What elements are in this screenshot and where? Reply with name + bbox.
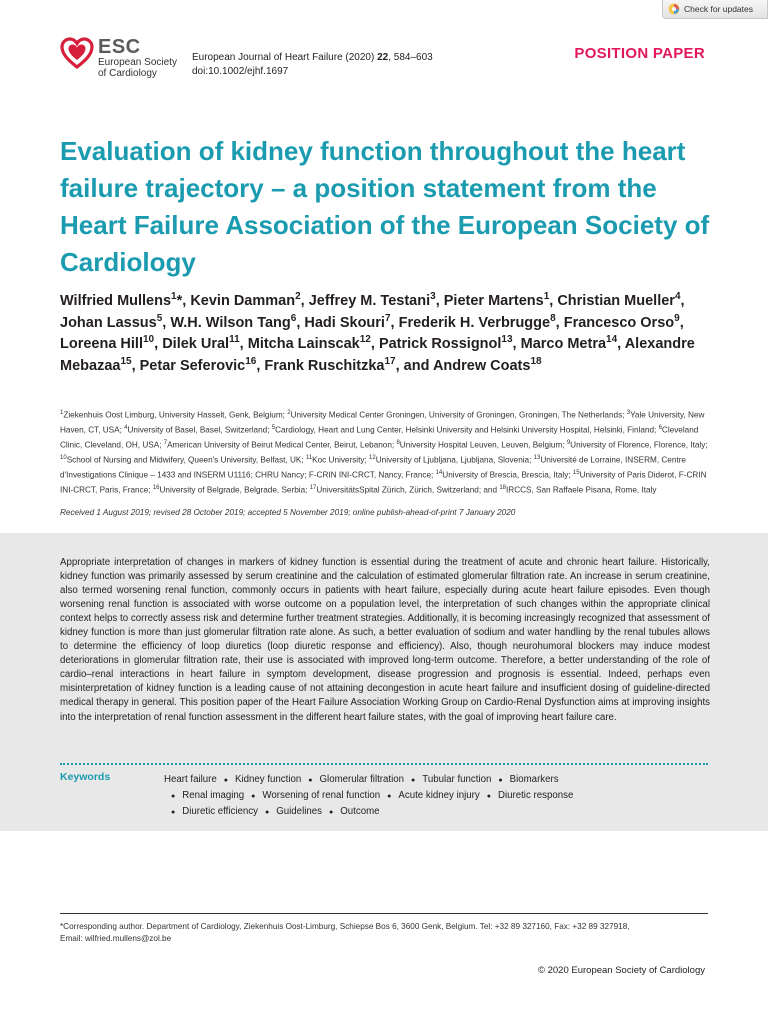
author-affiliation-ref: 17 <box>384 355 396 367</box>
author-affiliation-ref: 15 <box>120 355 132 367</box>
keyword-item: Diuretic efficiency <box>182 806 258 817</box>
affiliation-number: 11 <box>305 454 313 461</box>
author-separator: , <box>154 336 163 352</box>
keyword-bullet: ● <box>308 777 313 784</box>
author-name: Kevin Damman <box>190 293 296 309</box>
affiliation-number: 6 <box>658 424 662 431</box>
author-affiliation-ref: 9 <box>674 312 680 324</box>
keyword-bullet: ● <box>411 777 416 784</box>
author-list <box>60 291 720 377</box>
author-name: Petar Seferovic <box>139 357 246 374</box>
keyword-bullet: ● <box>264 809 270 816</box>
affiliation-text: University of Ljubljana, Ljubljana, Slovenia; <box>375 455 534 465</box>
affiliation-text: IRCCS, San Raffaele Pisana, Rome, Italy <box>506 485 657 495</box>
corresponding-author-text: *Corresponding author. Department of Cardiology, Ziekenhuis Oost-Limburg, Schiepse Bos 6, 3600 Genk, Belgium. Tel: +32 89 327160, Fax: +32 89 327918, <box>60 922 630 931</box>
journal-doi[interactable]: doi:10.1002/ejhf.1697 <box>192 66 289 77</box>
affiliation-number: 1 <box>60 410 64 416</box>
affiliation-number: 10 <box>60 454 67 461</box>
author-separator: *, <box>176 293 191 309</box>
affiliation-text: School of Nursing and Midwifery, Queen's University, Belfast, UK; <box>66 455 306 465</box>
keyword-bullet: ● <box>223 777 229 784</box>
author-name: Johan Lassus <box>60 314 157 331</box>
affiliation-number: 17 <box>309 484 317 491</box>
author-separator: , <box>435 293 444 309</box>
author-name: Frederik H. Verbrugge <box>398 314 551 331</box>
author-separator: , <box>300 293 309 309</box>
author-affiliation-ref: 2 <box>295 291 301 303</box>
author-separator: , <box>679 314 684 331</box>
keyword-bullet: ● <box>498 777 503 784</box>
keyword-bullet: ● <box>486 793 491 800</box>
author-name: Andrew Coats <box>432 357 531 374</box>
keyword-item: Glomerular filtration <box>319 774 405 785</box>
keywords-label: Keywords <box>60 771 111 783</box>
logo-abbreviation: ESC <box>98 36 141 58</box>
author-name: Frank Ruschitzka <box>264 357 385 374</box>
author-name: Loreena Hill <box>60 336 143 352</box>
affiliation-text: University Hospital Leuven, Leuven, Belgium; <box>399 440 567 450</box>
affiliation-text: UniversitätsSpital Zürich, Zürich, Switzerland; and <box>316 485 500 495</box>
author-separator: , <box>617 336 625 352</box>
journal-citation <box>192 51 433 79</box>
keyword-item: Renal imaging <box>182 790 245 801</box>
corresponding-author-note <box>60 921 710 945</box>
esc-logo <box>60 37 177 79</box>
author-name: Marco Metra <box>520 336 607 352</box>
author-separator: , and <box>395 357 433 374</box>
corresponding-author-email[interactable]: Email: wilfried.mullens@zol.be <box>60 934 172 943</box>
keyword-bullet: ● <box>329 809 334 816</box>
affiliation-text: Ziekenhuis Oost Limburg, University Hasselt, Genk, Belgium; <box>63 410 288 420</box>
abstract-text: Appropriate interpretation of changes in markers of kidney function is essential during the treatment of acute and chronic heart failure. Historically, kidney function was primarily assessed by serum creatinine and the calculation of estimated glomerular filtration rate. An increase in serum creatinine, also termed worsening renal function, commonly occurs in patients with heart failure, especially during acute heart failure episodes. Even though worsening renal function is associated with worse outcome on a population level, the interpretation of such changes within the appropriate clinical context helps to correctly assess risk and determine further treatment strategies. Additionally, it is becoming increasingly recognized that assessment of kidney function is more than just glomerular filtration rate alone. As such, a better evaluation of sodium and water handling by the renal tubules allows to determine the efficiency of loop diuretics (loop diuretic response and efficiency). Also, though neurohumoral blockers may induce modest deteriorations in glomerular filtration rate, their use is associated with improved long-term outcome. Therefore, a better understanding of the role of cardio–renal interactions in heart failure in symptom development, disease progression and prognosis is essential. Indeed, perhaps even misinterpretation of kidney function is a leading cause of not attaining decongestion in acute heart failure and insufficient dosing of guideline-directed medical therapy in general. This position paper of the Heart Failure Association Working Group on Cardio-Renal Dysfunction aims at improving insights into the interpretation of renal function assessment in the different heart failure states, with the goal of improving heart failure care. <box>60 557 710 723</box>
keywords-divider <box>60 763 708 765</box>
affiliation-text: University of Brescia, Brescia, Italy; <box>442 470 573 480</box>
affiliation-number: 4 <box>124 424 128 431</box>
article-type: POSITION PAPER <box>574 45 705 62</box>
keyword-item: Diuretic response <box>497 790 574 801</box>
check-for-updates-badge[interactable] <box>662 0 768 19</box>
affiliation-text: American University of Beirut Medical Center, Beirut, Lebanon; <box>167 440 397 450</box>
author-name: Jeffrey M. Testani <box>308 293 431 309</box>
author-affiliation-ref: 16 <box>245 355 257 367</box>
affiliation-number: 15 <box>572 469 580 476</box>
affiliation-number: 5 <box>271 424 276 431</box>
author-separator: , <box>370 336 379 352</box>
author-separator: , <box>555 314 564 331</box>
journal-volume: 22 <box>377 52 389 63</box>
author-separator: , <box>680 293 685 309</box>
author-separator: , <box>131 357 140 374</box>
author-separator: , <box>390 314 399 331</box>
affiliation-text: University of Belgrade, Belgrade, Serbia; <box>159 485 310 495</box>
author-name: Patrick Rossignol <box>378 336 502 352</box>
author-affiliation-ref: 5 <box>156 312 163 324</box>
author-separator: , <box>296 314 305 331</box>
author-name: W.H. Wilson Tang <box>170 314 291 331</box>
affiliation-number: 13 <box>533 454 541 461</box>
author-separator: , <box>162 314 171 331</box>
author-name: Francesco Orso <box>563 314 675 331</box>
keyword-item: Outcome <box>340 806 380 817</box>
affiliation-text: University of Florence, Florence, Italy; <box>570 440 708 450</box>
affiliation-text: Université de Lorraine, INSERM, Centre d'Investigations Clinique – 1433 and INSERM U1116; CHRU Nancy; F-CRIN INI-CRCT, Nancy, France; <box>60 455 686 480</box>
author-affiliation-ref: 6 <box>290 312 297 324</box>
author-name: Hadi Skouri <box>304 314 385 331</box>
journal-name: European Journal of Heart Failure (2020) <box>192 52 375 63</box>
author-affiliation-ref: 18 <box>530 355 542 367</box>
affiliation-text: University Medical Center Groningen, University of Groningen, Groningen, The Netherlands; <box>290 410 627 420</box>
author-affiliation-ref: 12 <box>359 334 371 346</box>
author-affiliation-ref: 1 <box>543 291 550 303</box>
affiliation-number: 7 <box>163 439 168 446</box>
affiliation-number: 3 <box>626 410 631 416</box>
copyright-notice: © 2020 European Society of Cardiology <box>537 965 705 976</box>
footnote-divider <box>60 913 708 914</box>
keyword-item: Biomarkers <box>509 774 559 785</box>
affiliation-number: 16 <box>152 484 160 491</box>
keyword-item: Worsening of renal function <box>262 790 381 801</box>
affiliation-number: 12 <box>369 454 376 461</box>
affiliation-text: University of Basel, Basel, Switzerland; <box>127 425 272 435</box>
keyword-item: Tubular function <box>422 774 492 785</box>
author-name: Pieter Martens <box>443 293 544 309</box>
keyword-item: Guidelines <box>276 806 322 817</box>
keyword-bullet: ● <box>171 809 176 816</box>
affiliation-text: Koc University; <box>312 455 370 465</box>
keyword-item: Acute kidney injury <box>398 790 480 801</box>
author-separator: , <box>512 336 521 352</box>
journal-pages: , 584–603 <box>388 52 433 63</box>
author-separator: , <box>239 336 248 352</box>
author-affiliation-ref: 1 <box>171 291 177 303</box>
author-affiliation-ref: 13 <box>501 334 513 346</box>
author-affiliation-ref: 10 <box>143 334 155 346</box>
author-name: Wilfried Mullens <box>60 293 172 309</box>
keywords-list <box>164 772 684 820</box>
affiliation-text: University of Paris Diderot, F-CRIN INI-CRCT, Paris, France; <box>60 470 707 495</box>
affiliation-number: 9 <box>566 439 571 446</box>
article-title: Evaluation of kidney function throughout the heart failure trajectory – a position statement from the Heart Failure Association of the European Society of Cardiology <box>60 136 710 277</box>
affiliation-number: 18 <box>499 484 506 491</box>
affiliation-text: Yale University, New Haven, CT, USA; <box>60 410 705 435</box>
keyword-bullet: ● <box>387 793 392 800</box>
keyword-bullet: ● <box>171 793 176 800</box>
affiliation-number: 14 <box>435 469 443 476</box>
affiliations <box>60 407 710 497</box>
author-name: Mitcha Lainscak <box>247 336 360 352</box>
keyword-item: Kidney function <box>235 774 302 785</box>
keyword-bullet: ● <box>251 793 256 800</box>
affiliation-number: 2 <box>287 410 291 416</box>
crossmark-icon <box>668 3 680 15</box>
affiliation-text: Cleveland Clinic, Cleveland, OH, USA; <box>60 425 699 450</box>
author-affiliation-ref: 7 <box>384 312 391 324</box>
check-for-updates-label: Check for updates <box>684 4 753 14</box>
author-separator: , <box>549 293 558 309</box>
author-name: Alexandre Mebazaa <box>60 336 695 374</box>
keyword-item: Heart failure <box>164 774 217 785</box>
article-dates: Received 1 August 2019; revised 28 October 2019; accepted 5 November 2019; online publish-ahead-of-print 7 January 2020 <box>60 508 516 517</box>
affiliation-number: 8 <box>396 439 400 446</box>
author-affiliation-ref: 14 <box>606 334 618 346</box>
logo-name-line2: of Cardiology <box>98 68 157 79</box>
affiliation-text: Cardiology, Heart and Lung Center, Helsinki University and Helsinki University Hospital, Helsinki, Finland; <box>275 425 659 435</box>
author-separator: , <box>256 357 265 374</box>
logo-name-line1: European Society <box>98 57 177 68</box>
heart-logo-icon <box>60 37 94 69</box>
author-affiliation-ref: 3 <box>430 291 436 303</box>
author-affiliation-ref: 4 <box>674 291 681 303</box>
author-name: Dilek Ural <box>162 336 230 352</box>
author-affiliation-ref: 11 <box>229 334 240 346</box>
author-affiliation-ref: 8 <box>550 312 556 324</box>
author-name: Christian Mueller <box>557 293 675 309</box>
